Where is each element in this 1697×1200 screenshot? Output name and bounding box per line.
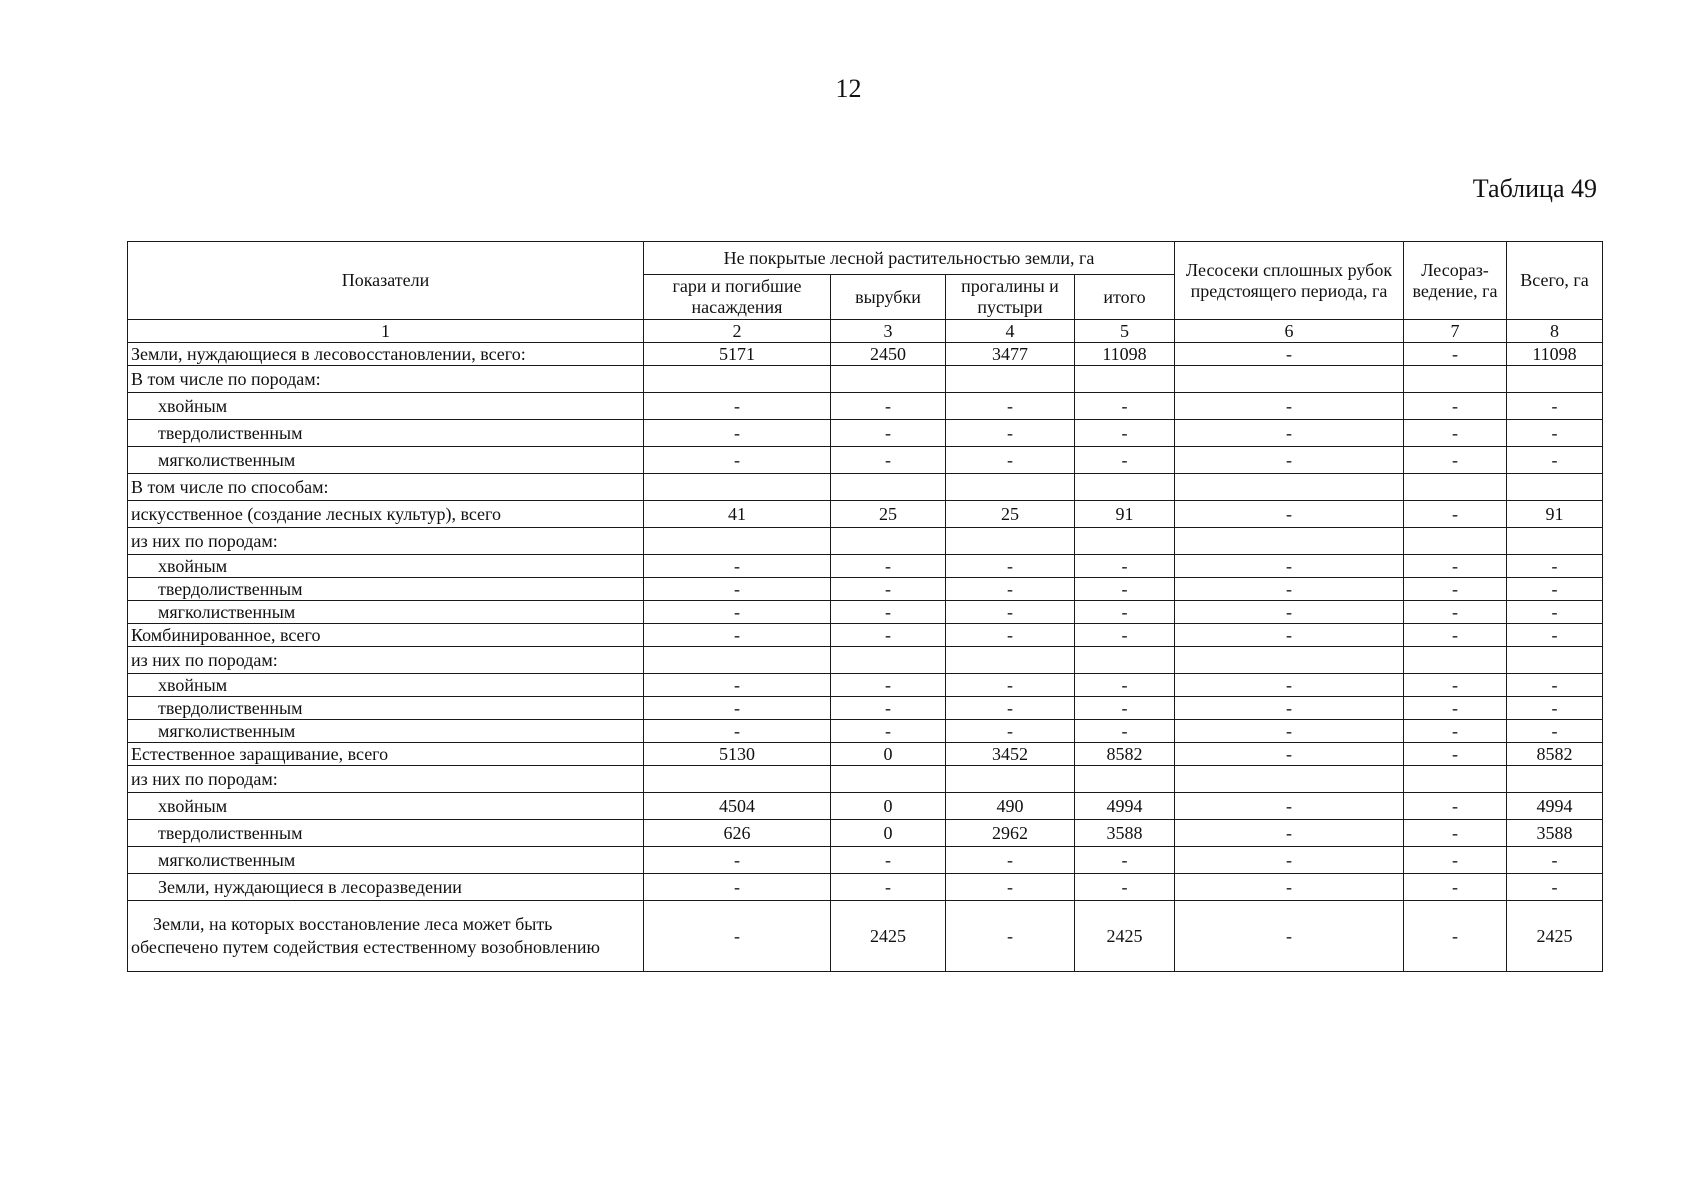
cell-value (831, 366, 946, 393)
cell-value: - (644, 674, 831, 697)
cell-value: - (1175, 847, 1404, 874)
table-row (128, 874, 1603, 901)
cell-value: - (1507, 555, 1603, 578)
cell-value (1507, 766, 1603, 793)
row-label: Естественное заращивание, всего (128, 743, 644, 766)
cell-value: - (1507, 697, 1603, 720)
cell-value (644, 366, 831, 393)
cell-value (1175, 366, 1404, 393)
cell-value: - (831, 601, 946, 624)
cell-value: 0 (831, 820, 946, 847)
header-clearcuts: вырубки (831, 275, 946, 320)
table-row (128, 501, 1603, 528)
cell-value: 5171 (644, 343, 831, 366)
cell-value (1404, 474, 1507, 501)
cell-value: - (831, 555, 946, 578)
header-afforestation: Лесораз-ведение, га (1404, 242, 1507, 320)
row-label: Земли, нуждающиеся в лесовосстановлении, всего: (128, 343, 644, 366)
cell-value (1404, 528, 1507, 555)
column-number: 8 (1507, 320, 1603, 343)
cell-value: - (1404, 601, 1507, 624)
cell-value: - (1507, 447, 1603, 474)
cell-value: 5130 (644, 743, 831, 766)
row-label: мягколиственным (128, 720, 644, 743)
cell-value: - (1075, 447, 1175, 474)
cell-value: - (1404, 674, 1507, 697)
cell-value (1404, 647, 1507, 674)
cell-value: - (1404, 793, 1507, 820)
table-row (128, 393, 1603, 420)
cell-value: 3588 (1075, 820, 1175, 847)
cell-value (644, 474, 831, 501)
row-label: хвойным (128, 793, 644, 820)
cell-value (831, 474, 946, 501)
cell-value (1175, 766, 1404, 793)
cell-value: - (946, 447, 1075, 474)
cell-value: 626 (644, 820, 831, 847)
cell-value (1075, 647, 1175, 674)
cell-value (946, 366, 1075, 393)
table-row (128, 555, 1603, 578)
column-number: 2 (644, 320, 831, 343)
cell-value: 2425 (831, 901, 946, 972)
cell-value: 4994 (1075, 793, 1175, 820)
table-row (128, 847, 1603, 874)
cell-value: - (1175, 720, 1404, 743)
table-caption: Таблица 49 (1472, 174, 1597, 203)
cell-value: - (1175, 601, 1404, 624)
cell-value (831, 528, 946, 555)
cell-value: - (1507, 847, 1603, 874)
cell-value: - (946, 420, 1075, 447)
cell-value (1075, 366, 1175, 393)
column-number: 5 (1075, 320, 1175, 343)
row-label: мягколиственным (128, 601, 644, 624)
cell-value: 3588 (1507, 820, 1603, 847)
cell-value: - (946, 624, 1075, 647)
column-number: 6 (1175, 320, 1404, 343)
cell-value: 11098 (1507, 343, 1603, 366)
cell-value (1404, 766, 1507, 793)
table-row (128, 366, 1603, 393)
cell-value: 25 (831, 501, 946, 528)
cell-value: - (1404, 501, 1507, 528)
row-label: искусственное (создание лесных культур), всего (128, 501, 644, 528)
cell-value (946, 647, 1075, 674)
cell-value: - (1075, 555, 1175, 578)
cell-value: - (1404, 820, 1507, 847)
cell-value: - (1404, 697, 1507, 720)
row-label: из них по породам: (128, 766, 644, 793)
cell-value: - (1404, 874, 1507, 901)
cell-value: - (946, 674, 1075, 697)
cell-value: - (1075, 624, 1175, 647)
table-row (128, 624, 1603, 647)
cell-value: - (644, 697, 831, 720)
cell-value: - (644, 601, 831, 624)
cell-value: - (644, 393, 831, 420)
row-label: мягколиственным (128, 447, 644, 474)
cell-value: - (1175, 793, 1404, 820)
row-label: твердолиственным (128, 820, 644, 847)
cell-value: - (644, 447, 831, 474)
cell-value: - (831, 697, 946, 720)
column-number: 4 (946, 320, 1075, 343)
cell-value: - (1175, 624, 1404, 647)
cell-value: - (1075, 720, 1175, 743)
table-row (128, 647, 1603, 674)
cell-value: - (1175, 393, 1404, 420)
cell-value (1507, 474, 1603, 501)
row-label: хвойным (128, 674, 644, 697)
row-label: твердолиственным (128, 420, 644, 447)
cell-value (831, 647, 946, 674)
row-label: из них по породам: (128, 528, 644, 555)
cell-value (946, 528, 1075, 555)
cell-value (1175, 474, 1404, 501)
table-row (128, 697, 1603, 720)
row-label: Комбинированное, всего (128, 624, 644, 647)
cell-value: 4994 (1507, 793, 1603, 820)
cell-value (1075, 766, 1175, 793)
cell-value (1075, 474, 1175, 501)
cell-value: - (946, 901, 1075, 972)
cell-value: - (1175, 874, 1404, 901)
row-label: В том числе по способам: (128, 474, 644, 501)
cell-value: 8582 (1075, 743, 1175, 766)
header-glades: прогалины и пустыри (946, 275, 1075, 320)
cell-value: - (1075, 874, 1175, 901)
cell-value: 0 (831, 793, 946, 820)
cell-value (1404, 366, 1507, 393)
cell-value: - (1075, 697, 1175, 720)
cell-value: - (644, 624, 831, 647)
cell-value: - (1175, 343, 1404, 366)
row-label: хвойным (128, 393, 644, 420)
cell-value: - (1175, 674, 1404, 697)
row-label: Земли, на которых восстановление леса может быть обеспечено путем содействия естественному возобновлению (128, 901, 644, 972)
cell-value: - (1175, 901, 1404, 972)
cell-value (946, 474, 1075, 501)
table-row (128, 793, 1603, 820)
cell-value (644, 528, 831, 555)
cell-value: - (1507, 624, 1603, 647)
cell-value: - (1404, 720, 1507, 743)
cell-value (1507, 366, 1603, 393)
table-row (128, 528, 1603, 555)
cell-value (1507, 528, 1603, 555)
cell-value: - (946, 555, 1075, 578)
header-indicator: Показатели (128, 242, 644, 320)
table-row (128, 343, 1603, 366)
cell-value: - (946, 578, 1075, 601)
header-total: итого (1075, 275, 1175, 320)
cell-value: 2962 (946, 820, 1075, 847)
cell-value: - (831, 420, 946, 447)
header-all: Всего, га (1507, 242, 1603, 320)
cell-value: - (1404, 578, 1507, 601)
cell-value: - (1175, 501, 1404, 528)
report-table (127, 241, 1603, 972)
cell-value: - (946, 393, 1075, 420)
cell-value: - (1507, 674, 1603, 697)
cell-value (1075, 528, 1175, 555)
cell-value: - (1404, 393, 1507, 420)
cell-value: - (1404, 743, 1507, 766)
cell-value (831, 766, 946, 793)
cell-value: 490 (946, 793, 1075, 820)
cell-value: - (1075, 674, 1175, 697)
table-row (128, 578, 1603, 601)
cell-value: 91 (1507, 501, 1603, 528)
row-label: хвойным (128, 555, 644, 578)
cell-value: - (831, 847, 946, 874)
cell-value: - (946, 847, 1075, 874)
row-label: Земли, нуждающиеся в лесоразведении (128, 874, 644, 901)
cell-value: 3477 (946, 343, 1075, 366)
cell-value: - (644, 720, 831, 743)
cell-value: - (946, 874, 1075, 901)
row-label: твердолиственным (128, 578, 644, 601)
cell-value: - (831, 624, 946, 647)
cell-value: - (1175, 578, 1404, 601)
cell-value (644, 647, 831, 674)
row-label: твердолиственным (128, 697, 644, 720)
cell-value: - (831, 393, 946, 420)
table-row (128, 743, 1603, 766)
cell-value: 41 (644, 501, 831, 528)
cell-value: - (1404, 847, 1507, 874)
cell-value: - (1175, 743, 1404, 766)
cell-value: - (1075, 601, 1175, 624)
cell-value: - (946, 697, 1075, 720)
cell-value: - (1175, 697, 1404, 720)
cell-value: 0 (831, 743, 946, 766)
cell-value: - (946, 601, 1075, 624)
cell-value: 11098 (1075, 343, 1175, 366)
cell-value: - (1507, 420, 1603, 447)
cell-value: 8582 (1507, 743, 1603, 766)
cell-value: 4504 (644, 793, 831, 820)
cell-value (1175, 647, 1404, 674)
cell-value: - (1175, 447, 1404, 474)
cell-value: - (831, 447, 946, 474)
cell-value: - (1075, 578, 1175, 601)
table-row (128, 420, 1603, 447)
cell-value: - (644, 420, 831, 447)
cell-value: - (644, 874, 831, 901)
cell-value: - (1175, 820, 1404, 847)
cell-value: 2425 (1075, 901, 1175, 972)
cell-value: - (831, 874, 946, 901)
cell-value: - (1404, 420, 1507, 447)
cell-value: - (1175, 555, 1404, 578)
table-row (128, 820, 1603, 847)
table-row (128, 720, 1603, 743)
cell-value: 25 (946, 501, 1075, 528)
cell-value (644, 766, 831, 793)
header-group-unforested: Не покрытые лесной растительностью земли, га (644, 242, 1175, 275)
table-row (128, 601, 1603, 624)
table-row (128, 901, 1603, 972)
cell-value: - (946, 720, 1075, 743)
cell-value: - (1507, 601, 1603, 624)
cell-value: 2425 (1507, 901, 1603, 972)
cell-value: - (831, 720, 946, 743)
cell-value: - (1507, 578, 1603, 601)
cell-value: - (1404, 901, 1507, 972)
cell-value: - (644, 555, 831, 578)
cell-value: - (1075, 847, 1175, 874)
cell-value: - (1507, 874, 1603, 901)
table-row (128, 474, 1603, 501)
cell-value: - (831, 674, 946, 697)
cell-value: - (644, 847, 831, 874)
table-row (128, 674, 1603, 697)
cell-value: - (1507, 720, 1603, 743)
table-body (128, 343, 1603, 972)
cell-value: - (1507, 393, 1603, 420)
cell-value: - (1075, 420, 1175, 447)
cell-value: - (644, 901, 831, 972)
cell-value: - (1404, 624, 1507, 647)
column-number-row (128, 320, 1603, 343)
cell-value: 2450 (831, 343, 946, 366)
table-row (128, 766, 1603, 793)
column-number: 7 (1404, 320, 1507, 343)
row-label: мягколиственным (128, 847, 644, 874)
row-label: из них по породам: (128, 647, 644, 674)
cell-value: - (1404, 447, 1507, 474)
header-cutting-areas: Лесосеки сплошных рубок предстоящего периода, га (1175, 242, 1404, 320)
table-row (128, 447, 1603, 474)
cell-value: - (644, 578, 831, 601)
column-number: 3 (831, 320, 946, 343)
cell-value (1175, 528, 1404, 555)
cell-value: - (1075, 393, 1175, 420)
column-number: 1 (128, 320, 644, 343)
cell-value: - (1404, 343, 1507, 366)
cell-value: - (1404, 555, 1507, 578)
cell-value: - (831, 578, 946, 601)
row-label: В том числе по породам: (128, 366, 644, 393)
header-burned: гари и погибшие насаждения (644, 275, 831, 320)
cell-value: - (1175, 420, 1404, 447)
cell-value (1507, 647, 1603, 674)
cell-value: 91 (1075, 501, 1175, 528)
cell-value: 3452 (946, 743, 1075, 766)
page-number: 12 (835, 74, 862, 103)
table-header (128, 242, 1603, 343)
cell-value (946, 766, 1075, 793)
